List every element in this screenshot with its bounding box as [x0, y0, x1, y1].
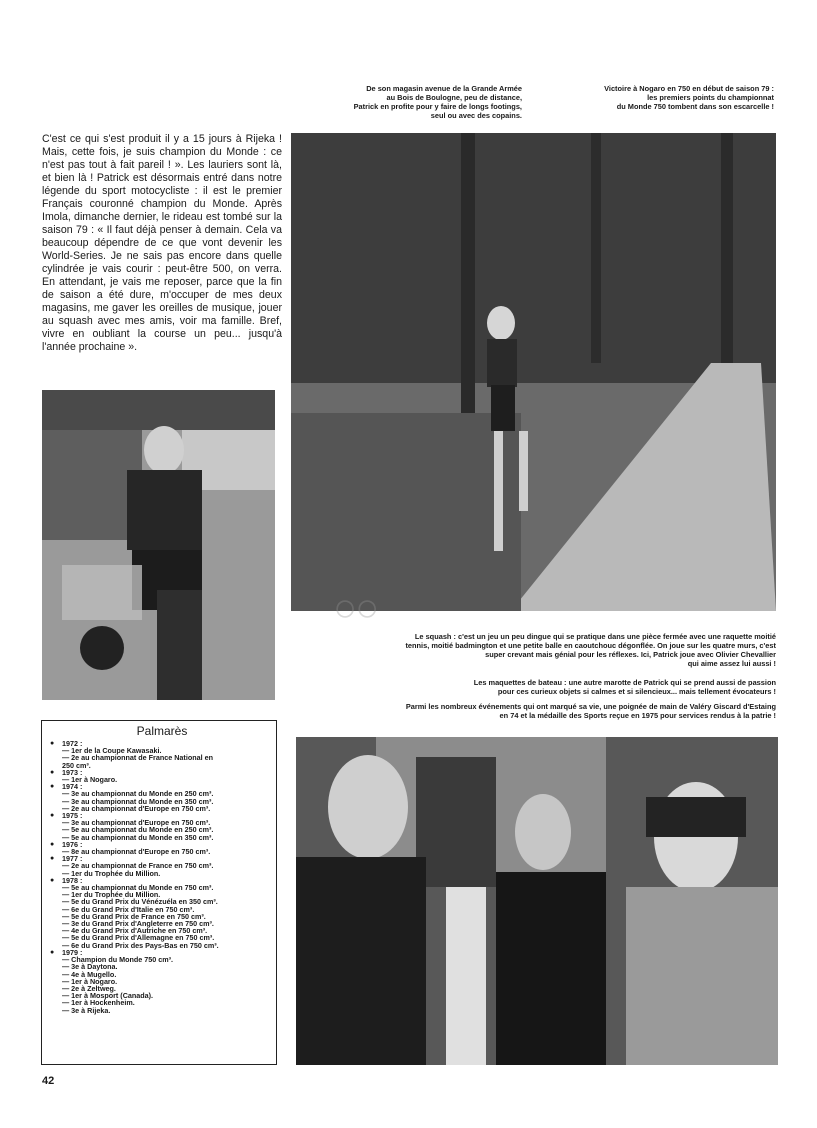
- caption-line: pour ces curieux objets si calmes et si silencieux... mais tellement évocateurs !: [497, 687, 776, 696]
- palmares-entry: — 2e au championnat de France National en: [62, 753, 213, 763]
- palmares-title: Palmarès: [136, 724, 188, 738]
- palmares-entry: — 8e au championnat d'Europe en 750 cm³.: [62, 847, 211, 857]
- palmares-entry: — 5e au championnat du Monde en 750 cm³.: [62, 883, 214, 893]
- palmares-entry: — 3e au championnat d'Europe en 750 cm³.: [62, 818, 211, 828]
- photo-motorbike: [42, 390, 275, 700]
- palmares-entry: 250 cm³.: [62, 760, 91, 770]
- palmares-year: ● 1978 :: [56, 877, 268, 884]
- caption-squash: [292, 632, 776, 668]
- palmares-entry: — 1er à Nogaro.: [62, 976, 118, 986]
- caption-line: super crevant mais génial pour les réflexes. Ici, Patrick joue avec Olivier Chevallier: [485, 650, 776, 659]
- palmares-year: ● 1976 :: [56, 841, 268, 848]
- caption-line: Les maquettes de bateau : une autre marotte de Patrick qui se prend aussi de passion: [473, 678, 776, 687]
- photo-handshake: [296, 737, 778, 1065]
- caption-line: du Monde 750 tombent dans son escarcelle !: [616, 102, 774, 111]
- palmares-year: ● 1977 :: [56, 855, 268, 862]
- caption-line: tennis, moitié badmington et une petite balle en caoutchouc dégonflée. On joue sur les quatre murs, c'est: [405, 641, 776, 650]
- article-body-text: C'est ce qui s'est produit il y a 15 jours à Rijeka ! Mais, cette fois, je suis champion du Monde : ce n'est pas tout à fait pareil ! ». Les lauriers sont là, et bien là ! Patrick est désormais entré dans notre légende du sport motocycliste : il est le premier Français couronné champion du Monde. Après Imola, dimanche dernier, le rideau est tombé sur la saison 79 : « Il faut déjà penser à demain. Cela va beaucoup dépendre de ce que vont devenir les World-Series. Je ne sais pas encore dans quelle cylindrée je vais courir : peut-être 500, on verra. En attendant, je vais me reposer, parce que la fin de saison a été dure, m'occuper de mes deux magasins, me gaver les oreilles de musique, jouer au squash avec mes amis, voir ma famille. Bref, vivre en oubliant la course un peu... jusqu'à l'année prochaine ».: [42, 133, 282, 353]
- palmares-entry: — 4e du Grand Prix d'Autriche en 750 cm³.: [62, 926, 208, 936]
- caption-line: Le squash : c'est un jeu un peu dingue qui se pratique dans une pièce fermée avec une raquette moitié: [414, 632, 776, 641]
- palmares-entry: — 2e au championnat d'Europe en 750 cm³.: [62, 803, 211, 813]
- page-number: 42: [42, 1075, 55, 1087]
- caption-line: en 74 et la médaille des Sports reçue en 1975 pour services rendus à la patrie !: [499, 711, 776, 720]
- palmares-entry: — Champion du Monde 750 cm³.: [62, 955, 174, 965]
- caption-line: Victoire à Nogaro en 750 en début de saison 79 :: [604, 84, 774, 93]
- palmares-year: ● 1972 :: [56, 740, 268, 747]
- palmares-entry: — 5e au championnat du Monde en 250 cm³.: [62, 825, 214, 835]
- palmares-list: [56, 740, 268, 1014]
- palmares-entry: — 3e à Daytona.: [62, 962, 118, 972]
- palmares-entry: — 3e à Rijeka.: [62, 1005, 111, 1015]
- palmares-year: ● 1974 :: [56, 783, 268, 790]
- palmares-year: ● 1979 :: [56, 949, 268, 956]
- caption-line: au Bois de Boulogne, peu de distance,: [386, 93, 522, 102]
- caption-line: De son magasin avenue de la Grande Armée: [366, 84, 522, 93]
- palmares-entry: — 6e du Grand Prix d'Italie en 750 cm³.: [62, 904, 195, 914]
- palmares-entry: — 3e au championnat du Monde en 250 cm³.: [62, 789, 214, 799]
- caption-events: [292, 702, 776, 720]
- photo-jogging-woods: [291, 133, 776, 611]
- palmares-entry: — 1er de la Coupe Kawasaki.: [62, 746, 162, 756]
- caption-nogaro: [538, 84, 774, 111]
- caption-line: les premiers points du championnat: [647, 93, 774, 102]
- palmares-entry: — 3e du Grand Prix d'Angleterre en 750 cm³.: [62, 919, 214, 929]
- palmares-year: ● 1973 :: [56, 769, 268, 776]
- palmares-entry: — 6e du Grand Prix des Pays-Bas en 750 cm³.: [62, 940, 219, 950]
- palmares-entry: — 1er à Hockenheim.: [62, 998, 135, 1008]
- palmares-entry: — 2e au championnat de France en 750 cm³.: [62, 861, 214, 871]
- caption-bois-de-boulogne: [284, 84, 522, 120]
- caption-line: seul ou avec des copains.: [430, 111, 522, 120]
- palmares-entry: — 1er du Trophée du Million.: [62, 890, 161, 900]
- palmares-entry: — 3e au championnat du Monde en 350 cm³.: [62, 796, 214, 806]
- palmares-entry: — 5e au championnat du Monde en 350 cm³.: [62, 832, 214, 842]
- watermark-logo: ○○: [333, 586, 378, 630]
- palmares-entry: — 1er du Trophée du Million.: [62, 868, 161, 878]
- caption-line: Parmi les nombreux événements qui ont marqué sa vie, une poignée de main de Valéry Giscard d'Estaing: [405, 702, 776, 711]
- caption-boats: [292, 678, 776, 696]
- palmares-entry: — 5e du Grand Prix d'Allemagne en 750 cm³.: [62, 933, 215, 943]
- caption-line: Patrick en profite pour y faire de longs footings,: [353, 102, 522, 111]
- palmares-box: [41, 720, 277, 1065]
- palmares-entry: — 4e à Mugello.: [62, 969, 117, 979]
- palmares-entry: — 5e du Grand Prix de France en 750 cm³.: [62, 911, 206, 921]
- palmares-entry: — 5e du Grand Prix du Vénézuéla en 350 cm³.: [62, 897, 218, 907]
- palmares-entry: — 2e à Zeltweg.: [62, 983, 116, 993]
- palmares-entry: — 1er à Mosport (Canada).: [62, 991, 154, 1001]
- caption-line: qui aime assez lui aussi !: [687, 659, 776, 668]
- palmares-year: ● 1975 :: [56, 812, 268, 819]
- palmares-entry: — 1er à Nogaro.: [62, 775, 118, 785]
